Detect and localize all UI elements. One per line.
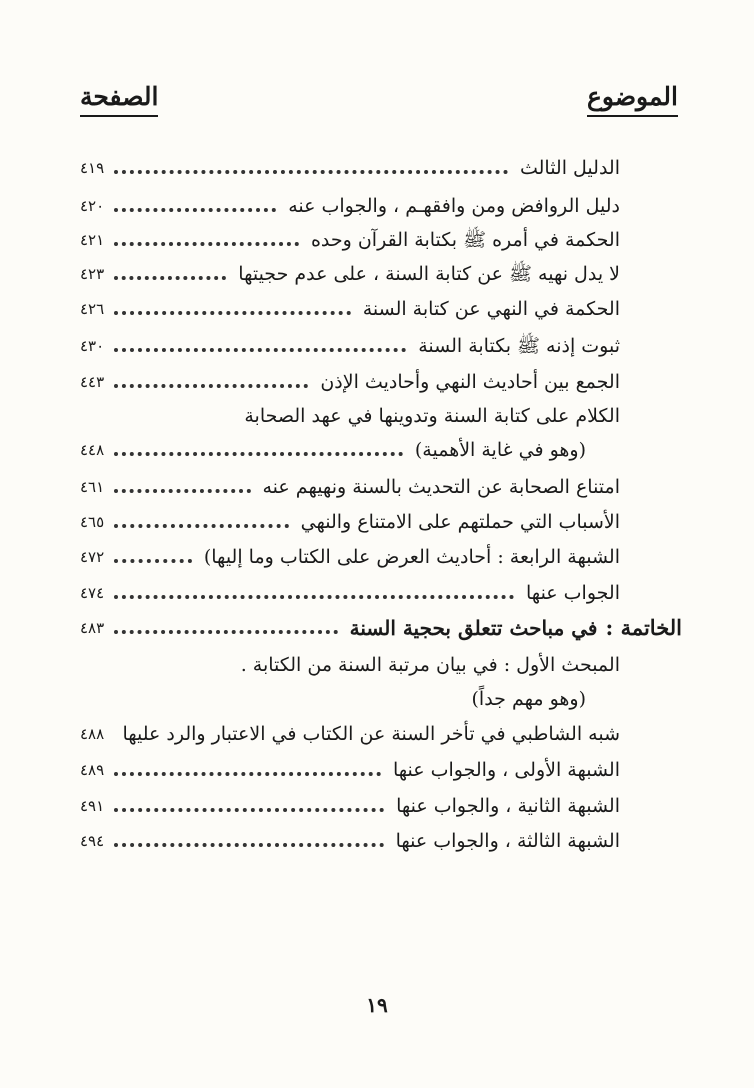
toc-entry <box>80 331 620 361</box>
entry-page: ٤٨٨ <box>80 725 105 743</box>
toc-entry-note: (وهو مهم جداً) <box>471 688 586 710</box>
entry-page: ٤٧٢ <box>80 548 105 566</box>
entry-page: ٤٨٣ <box>80 619 105 637</box>
toc-entry <box>80 472 620 502</box>
dot-leader <box>114 489 250 493</box>
toc-entry <box>80 719 620 749</box>
entry-title: امتناع الصحابة عن التحديث بالسنة ونهيهم عنه <box>262 476 620 498</box>
dot-leader <box>114 348 406 352</box>
entry-title: الجمع بين أحاديث النهي وأحاديث الإذن <box>320 371 620 393</box>
dot-leader <box>114 384 308 388</box>
entry-page: ٤٤٣ <box>80 373 105 391</box>
toc-entry <box>80 225 620 255</box>
entry-title: الحكمة في أمره ﷺ بكتابة القرآن وحده <box>310 229 620 251</box>
entry-page: ٤٦١ <box>80 478 105 496</box>
dot-leader <box>114 595 514 599</box>
page-column-header: الصفحة <box>80 82 158 117</box>
toc-entry <box>80 507 620 537</box>
toc-entry <box>80 755 620 785</box>
entry-page: ٤٦٥ <box>80 513 105 531</box>
toc-entry <box>80 826 620 856</box>
entry-page: ٤٧٤ <box>80 584 105 602</box>
toc-entry <box>80 367 620 397</box>
entry-title: الشبهة الرابعة : أحاديث العرض على الكتاب وما إليها) <box>203 546 620 568</box>
toc-entry <box>80 294 620 324</box>
entry-title: الجواب عنها <box>526 582 620 604</box>
entry-title: الحكمة في النهي عن كتابة السنة <box>362 298 620 320</box>
toc-entry <box>80 578 620 608</box>
dot-leader <box>114 452 403 456</box>
entry-page: ٤٢٣ <box>80 265 105 283</box>
entry-title: (وهو في غاية الأهمية) <box>414 439 586 461</box>
entry-title: دليل الروافض ومن وافقهـم ، والجواب عنه <box>288 195 620 217</box>
entry-title: الأسباب التي حملتهم على الامتناع والنهي <box>300 511 620 533</box>
entry-page: ٤٤٨ <box>80 441 105 459</box>
entry-title: لا يدل نهيه ﷺ عن كتابة السنة ، على عدم حجيتها <box>238 263 620 285</box>
toc-entry-heading: الكلام على كتابة السنة وتدوينها في عهد الصحابة <box>244 405 620 427</box>
dot-leader <box>114 772 381 776</box>
toc-entry <box>80 259 620 289</box>
entry-prefix: الخاتمة : <box>605 615 682 640</box>
toc-entry <box>80 153 620 183</box>
dot-leader <box>114 276 226 280</box>
toc-entry <box>80 191 620 221</box>
entry-page: ٤١٩ <box>80 159 105 177</box>
entry-page: ٤٩٤ <box>80 832 105 850</box>
entry-page: ٤٢٦ <box>80 300 105 318</box>
entry-page: ٤٢٠ <box>80 197 105 215</box>
entry-title: الشبهة الأولى ، والجواب عنها <box>392 759 620 781</box>
dot-leader <box>114 630 337 634</box>
dot-leader <box>114 170 508 174</box>
entry-title: شبه الشاطبي في تأخر السنة عن الكتاب في الاعتبار والرد عليها <box>122 723 620 745</box>
dot-leader <box>114 843 383 847</box>
entry-page: ٤٣٠ <box>80 337 105 355</box>
dot-leader <box>114 559 192 563</box>
entry-title: ثبوت إذنه ﷺ بكتابة السنة <box>418 335 620 357</box>
entry-title: الدليل الثالث <box>519 157 620 179</box>
toc-entry <box>80 435 586 465</box>
topic-column-header: الموضوع <box>587 82 678 117</box>
dot-leader <box>114 208 276 212</box>
entry-page: ٤٢١ <box>80 231 105 249</box>
dot-leader <box>114 311 351 315</box>
dot-leader <box>114 524 288 528</box>
entry-page: ٤٨٩ <box>80 761 105 779</box>
dot-leader <box>114 808 384 812</box>
entry-page: ٤٩١ <box>80 797 105 815</box>
dot-leader <box>114 242 299 246</box>
toc-entry <box>80 791 620 821</box>
entry-title: الشبهة الثالثة ، والجواب عنها <box>395 830 620 852</box>
entry-title: الشبهة الثانية ، والجواب عنها <box>396 795 620 817</box>
toc-entry <box>80 542 620 572</box>
entry-title: في مباحث تتعلق بحجية السنة <box>349 616 598 640</box>
toc-entry-conclusion <box>80 613 682 643</box>
toc-entry-heading: المبحث الأول : في بيان مرتبة السنة من الكتابة . <box>240 654 620 676</box>
page-number: ١٩ <box>366 993 388 1017</box>
